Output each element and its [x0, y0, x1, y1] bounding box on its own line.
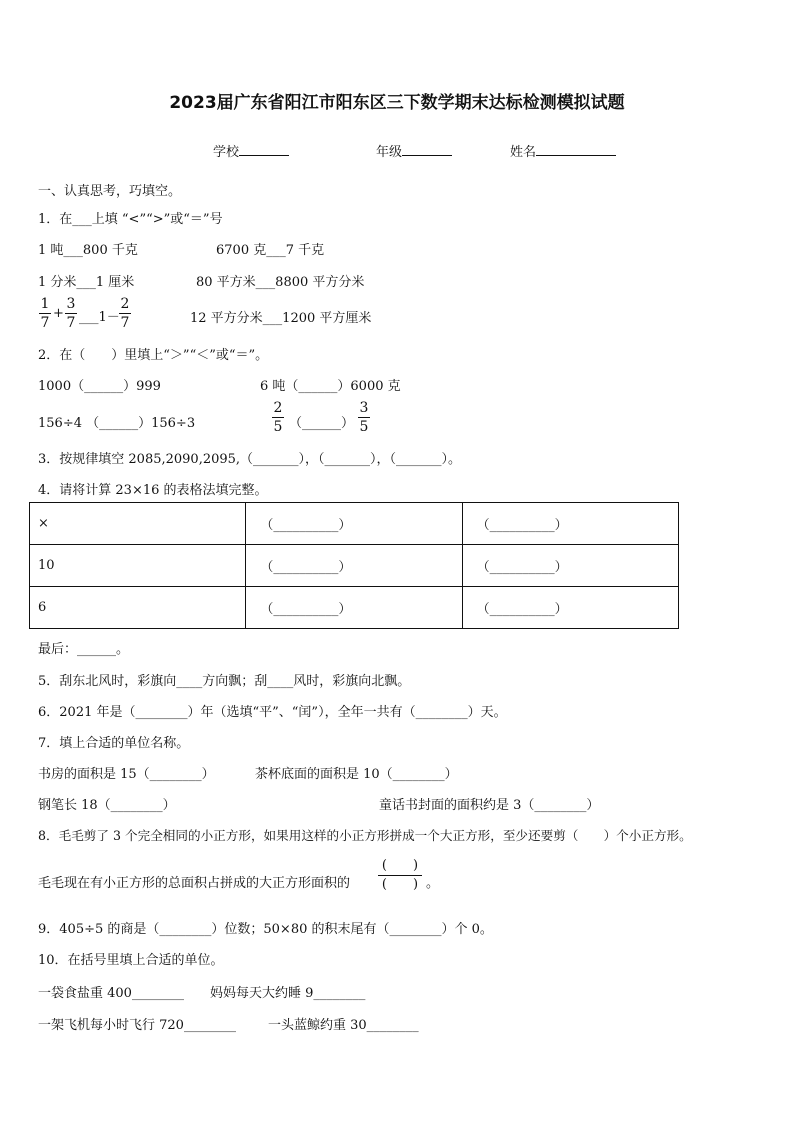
- q10-item-b: 妈妈每天大约睡 9________: [210, 986, 366, 1001]
- denominator: 7: [66, 315, 76, 331]
- denominator: 7: [120, 315, 130, 331]
- q1-stem: 1．在___上填 “<”“>”或“＝”号: [38, 212, 223, 227]
- numerator: 3: [66, 296, 76, 312]
- q4-stem: 4．请将计算 23×16 的表格法填完整。: [38, 483, 268, 498]
- q1-fraction-c: [118, 295, 132, 332]
- grade-field: [376, 141, 452, 160]
- q6: 6．2021 年是（________）年（选填“平”、“闰”），全年一共有（________）天。: [38, 705, 507, 720]
- q7-item-c: 钢笔长 18（________）: [38, 798, 176, 813]
- q2-item-c: 156÷4 （______）156÷3: [38, 416, 196, 431]
- multiplication-table: [29, 502, 679, 629]
- table-cell[interactable]: （__________）: [462, 545, 678, 587]
- numerator: 2: [120, 296, 130, 312]
- q2-item-b: 6 吨（______）6000 克: [260, 379, 401, 394]
- q3: 3．按规律填空 2085,2090,2095,（_______），（_______），（_______）。: [38, 452, 462, 467]
- q8-line2: 毛毛现在有小正方形的总面积占拼成的大正方形面积的: [38, 876, 351, 891]
- table-row: [30, 545, 679, 587]
- q10-item-d: 一头蓝鲸约重 30________: [268, 1018, 419, 1033]
- q7-item-d: 童话书封面的面积约是 3（________）: [379, 798, 600, 813]
- q8-fraction: [377, 857, 423, 894]
- table-row: [30, 587, 679, 629]
- name-label: 姓名: [510, 145, 537, 160]
- q1-blank-minus: ___1－: [79, 310, 120, 325]
- table-cell[interactable]: （__________）: [246, 545, 462, 587]
- q7-item-b: 茶杯底面的面积是 10（________）: [255, 767, 458, 782]
- plus-sign: +: [53, 306, 64, 321]
- q2-fraction-left: [271, 399, 285, 436]
- page-title: 2023届广东省阳江市阳东区三下数学期末达标检测模拟试题: [169, 93, 625, 113]
- denominator: 5: [359, 419, 369, 435]
- q1-item-e: 12 平方分米___1200 平方厘米: [190, 311, 372, 326]
- q7-item-a: 书房的面积是 15（________）: [38, 767, 215, 782]
- table-row: [30, 503, 679, 545]
- q8-line1: 8．毛毛剪了 3 个完全相同的小正方形，如果用这样的小正方形拼成一个大正方形，至少还要剪（ ）个小正方形。: [38, 828, 692, 843]
- q1-item-b: 6700 克___7 千克: [216, 243, 325, 258]
- table-cell[interactable]: （__________）: [462, 503, 678, 545]
- q10-item-a: 一袋食盐重 400________: [38, 986, 184, 1001]
- table-cell: 10: [30, 545, 246, 587]
- q1-fraction-b: [64, 295, 78, 332]
- q2-item-a: 1000（______）999: [38, 379, 161, 394]
- table-cell[interactable]: （__________）: [462, 587, 678, 629]
- table-cell[interactable]: （__________）: [246, 587, 462, 629]
- numerator: 2: [273, 400, 283, 416]
- q2-stem: 2．在（ ）里填上“＞”“＜”或“＝”。: [38, 348, 269, 363]
- table-cell: ×: [30, 503, 246, 545]
- q10-stem: 10．在括号里填上合适的单位。: [38, 953, 224, 968]
- q1-fraction-a: [38, 295, 52, 332]
- q7-stem: 7．填上合适的单位名称。: [38, 736, 190, 751]
- grade-blank[interactable]: [402, 143, 452, 156]
- q1-item-d: 80 平方米___8800 平方分米: [196, 275, 365, 290]
- school-field: [213, 141, 289, 160]
- q4-last: 最后：______。: [38, 642, 130, 657]
- denominator: 5: [273, 419, 283, 435]
- table-cell: 6: [30, 587, 246, 629]
- q2-fraction-right: [357, 399, 371, 436]
- q9: 9．405÷5 的商是（________）位数；50×80 的积末尾有（________）个 0。: [38, 922, 493, 937]
- q5: 5．刮东北风时，彩旗向____方向飘；刮____风时，彩旗向北飘。: [38, 674, 411, 689]
- q1-item-a: 1 吨___800 千克: [38, 243, 138, 258]
- numerator: 1: [40, 296, 50, 312]
- numerator: ( ): [381, 858, 419, 873]
- numerator: 3: [359, 400, 369, 416]
- table-cell[interactable]: （__________）: [246, 503, 462, 545]
- name-field: [510, 141, 616, 160]
- denominator: 7: [40, 315, 50, 331]
- school-label: 学校: [213, 145, 240, 160]
- denominator: ( ): [381, 877, 419, 892]
- school-blank[interactable]: [239, 143, 289, 156]
- q8-end: 。: [426, 876, 440, 891]
- q1-item-c: 1 分米___1 厘米: [38, 275, 135, 290]
- name-blank[interactable]: [536, 143, 616, 156]
- q10-item-c: 一架飞机每小时飞行 720________: [38, 1018, 236, 1033]
- section-heading: 一、认真思考，巧填空。: [38, 184, 182, 199]
- grade-label: 年级: [376, 145, 403, 160]
- q2-paren-blank: （______）: [289, 416, 355, 431]
